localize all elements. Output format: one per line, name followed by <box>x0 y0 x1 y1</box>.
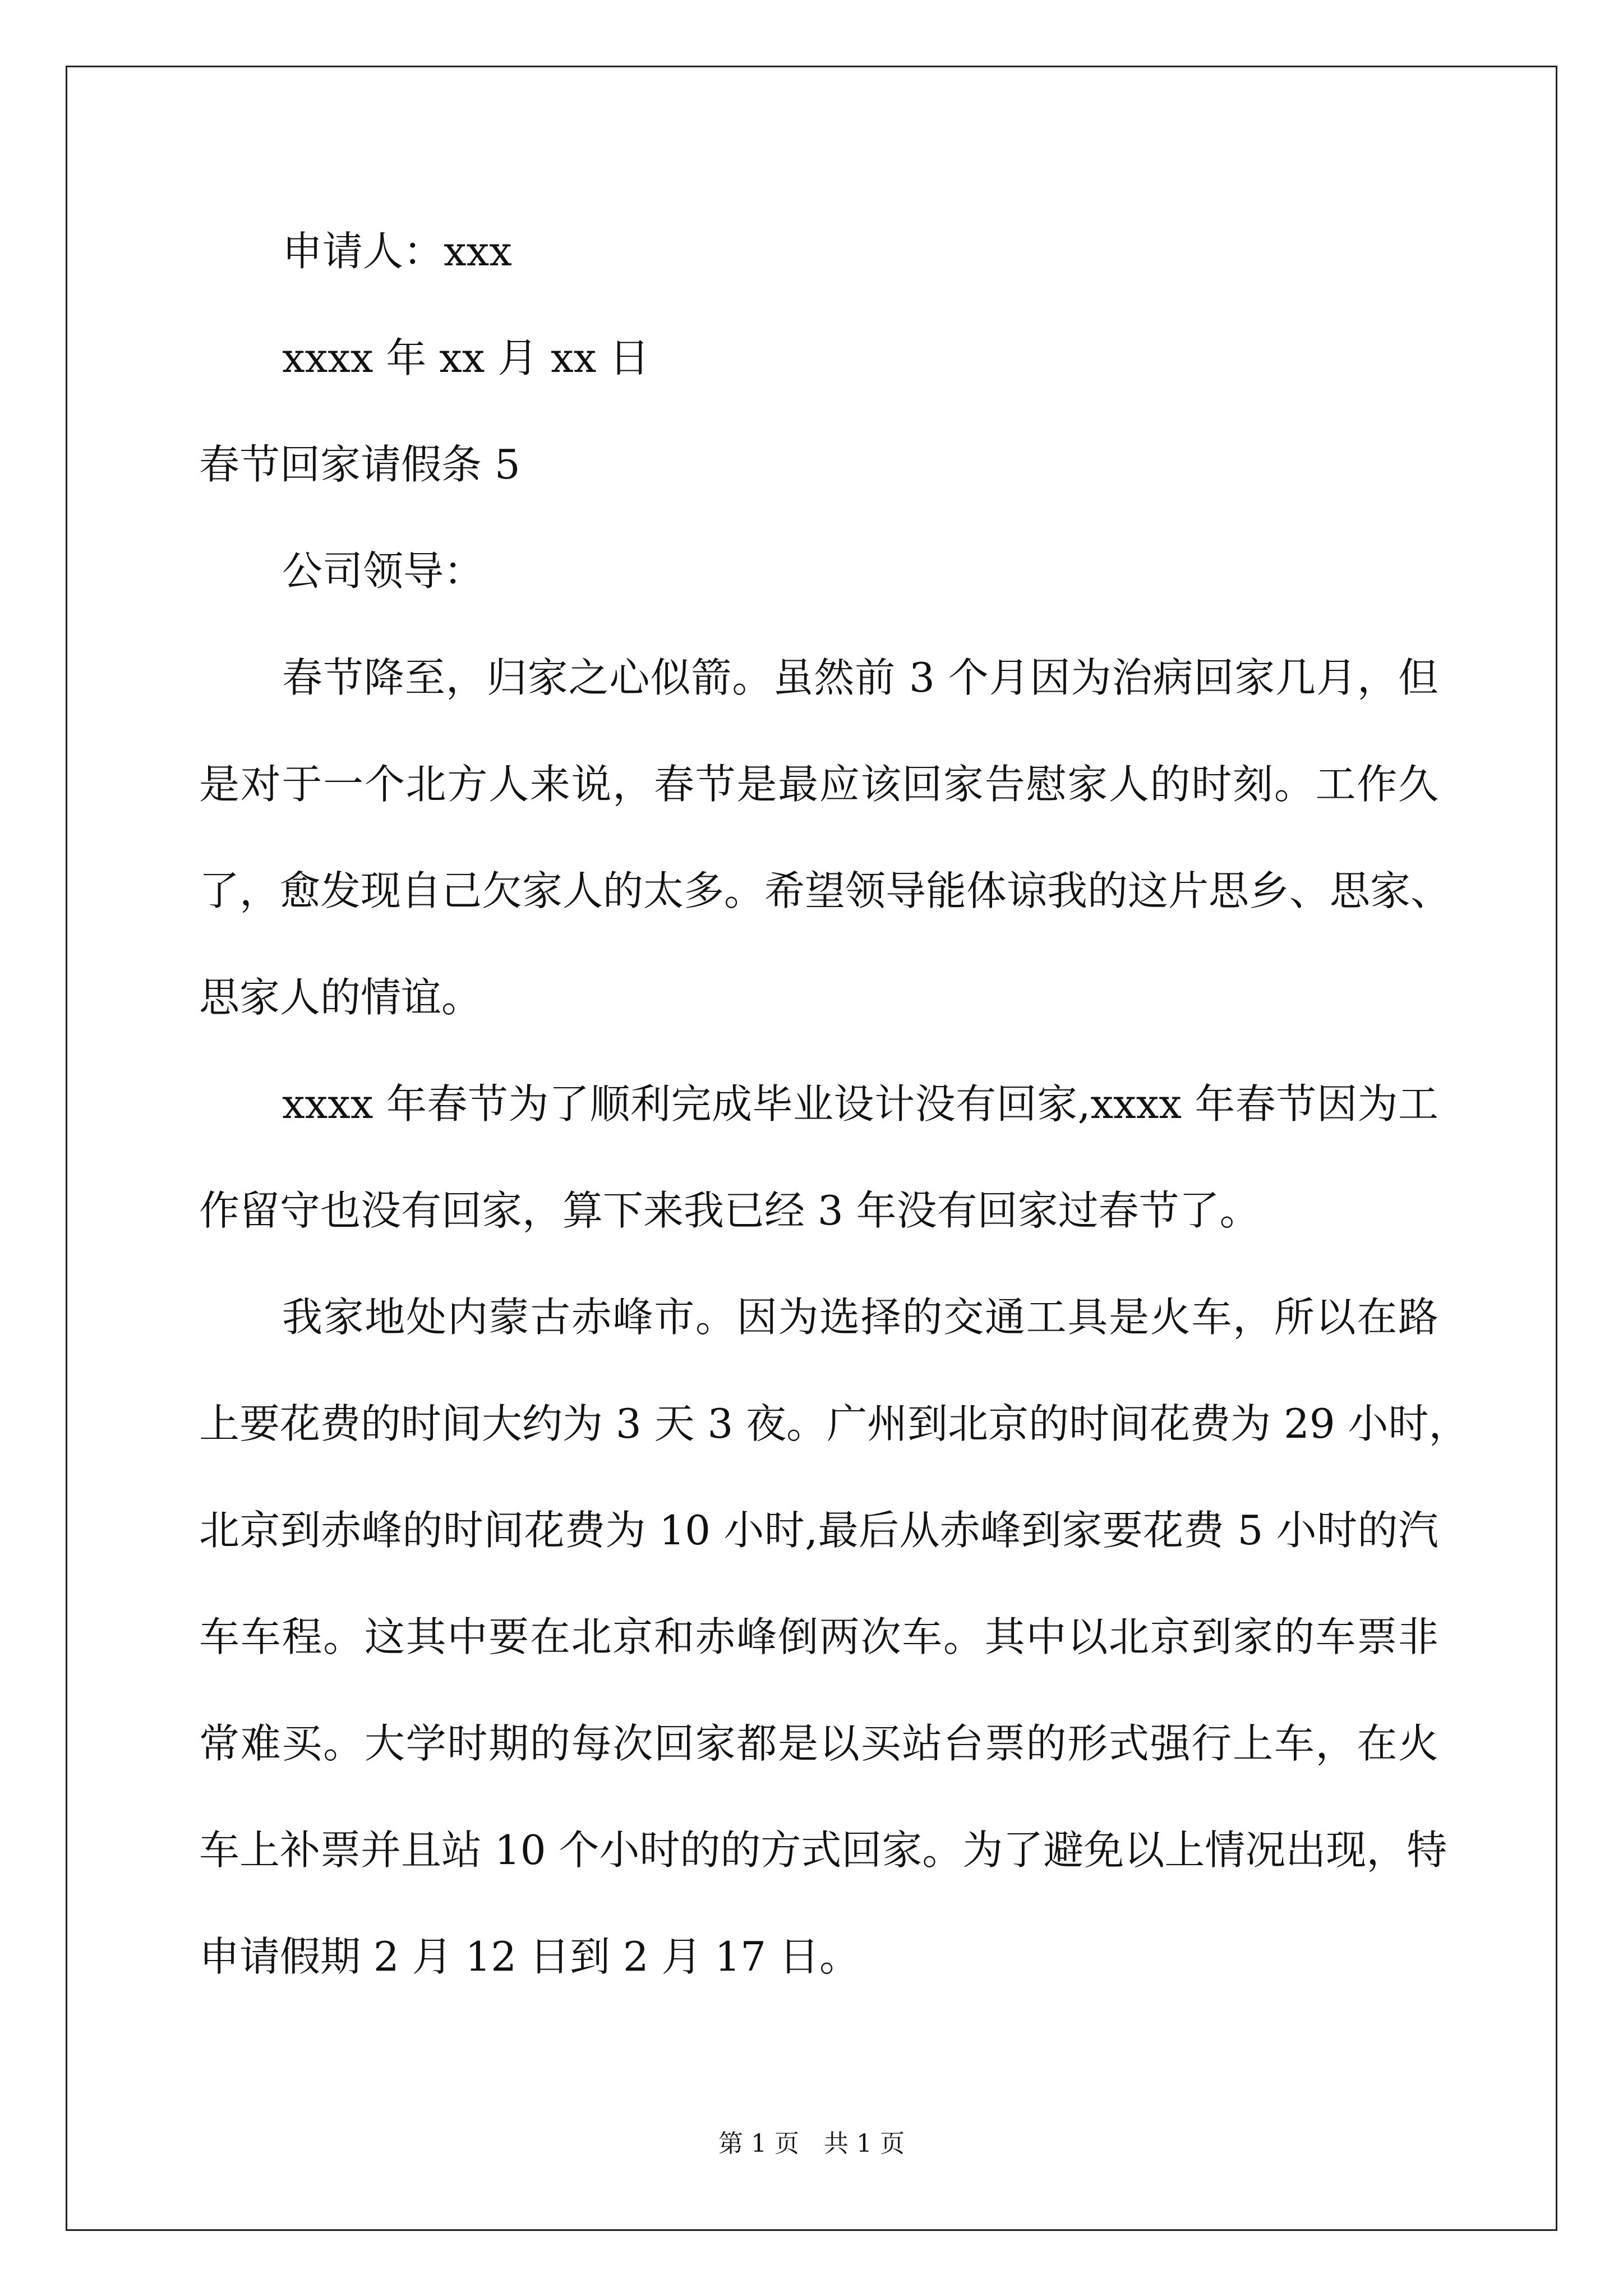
paragraph-1-line-3: 了，愈发现自己欠家人的太多。希望领导能体谅我的这片思乡、思家、 <box>199 867 1451 914</box>
paragraph-1-line-4: 思家人的情谊。 <box>199 974 482 1021</box>
page-footer: 第 1 页 共 1 页 <box>718 2129 905 2158</box>
paragraph-3-line-5: 常难买。大学时期的每次回家都是以买站台票的形式强行上车，在火 <box>199 1720 1438 1767</box>
paragraph-3-line-3: 北京到赤峰的时间花费为 10 小时,最后从赤峰到家要花费 5 小时的汽 <box>199 1507 1438 1554</box>
paragraph-1-line-1: 春节降至，归家之心似箭。虽然前 3 个月因为治病回家几月，但 <box>282 654 1438 701</box>
paragraph-3-line-2: 上要花费的时间大约为 3 天 3 夜。广州到北京的时间花费为 29 小时， <box>199 1400 1469 1447</box>
paragraph-2-line-2: 作留守也没有回家，算下来我已经 3 年没有回家过春节了。 <box>199 1187 1260 1234</box>
date-line: xxxx 年 xx 月 xx 日 <box>282 334 650 381</box>
paragraph-2-line-1: xxxx 年春节为了顺利完成毕业设计没有回家,xxxx 年春节因为工 <box>282 1080 1438 1128</box>
salutation: 公司领导： <box>282 547 485 595</box>
page-border <box>66 66 1557 2231</box>
paragraph-3-line-4: 车车程。这其中要在北京和赤峰倒两次车。其中以北京到家的车票非 <box>199 1613 1438 1660</box>
paragraph-3-line-6: 车上补票并且站 10 个小时的的方式回家。为了避免以上情况出现，特 <box>199 1826 1447 1874</box>
paragraph-3-line-7: 申请假期 2 月 12 日到 2 月 17 日。 <box>199 1933 860 1980</box>
paragraph-1-line-2: 是对于一个北方人来说，春节是最应该回家告慰家人的时刻。工作久 <box>199 761 1438 808</box>
document-title: 春节回家请假条 5 <box>199 441 520 488</box>
applicant-line: 申请人：xxx <box>282 228 512 275</box>
paragraph-3-line-1: 我家地处内蒙古赤峰市。因为选择的交通工具是火车，所以在路 <box>282 1294 1438 1341</box>
